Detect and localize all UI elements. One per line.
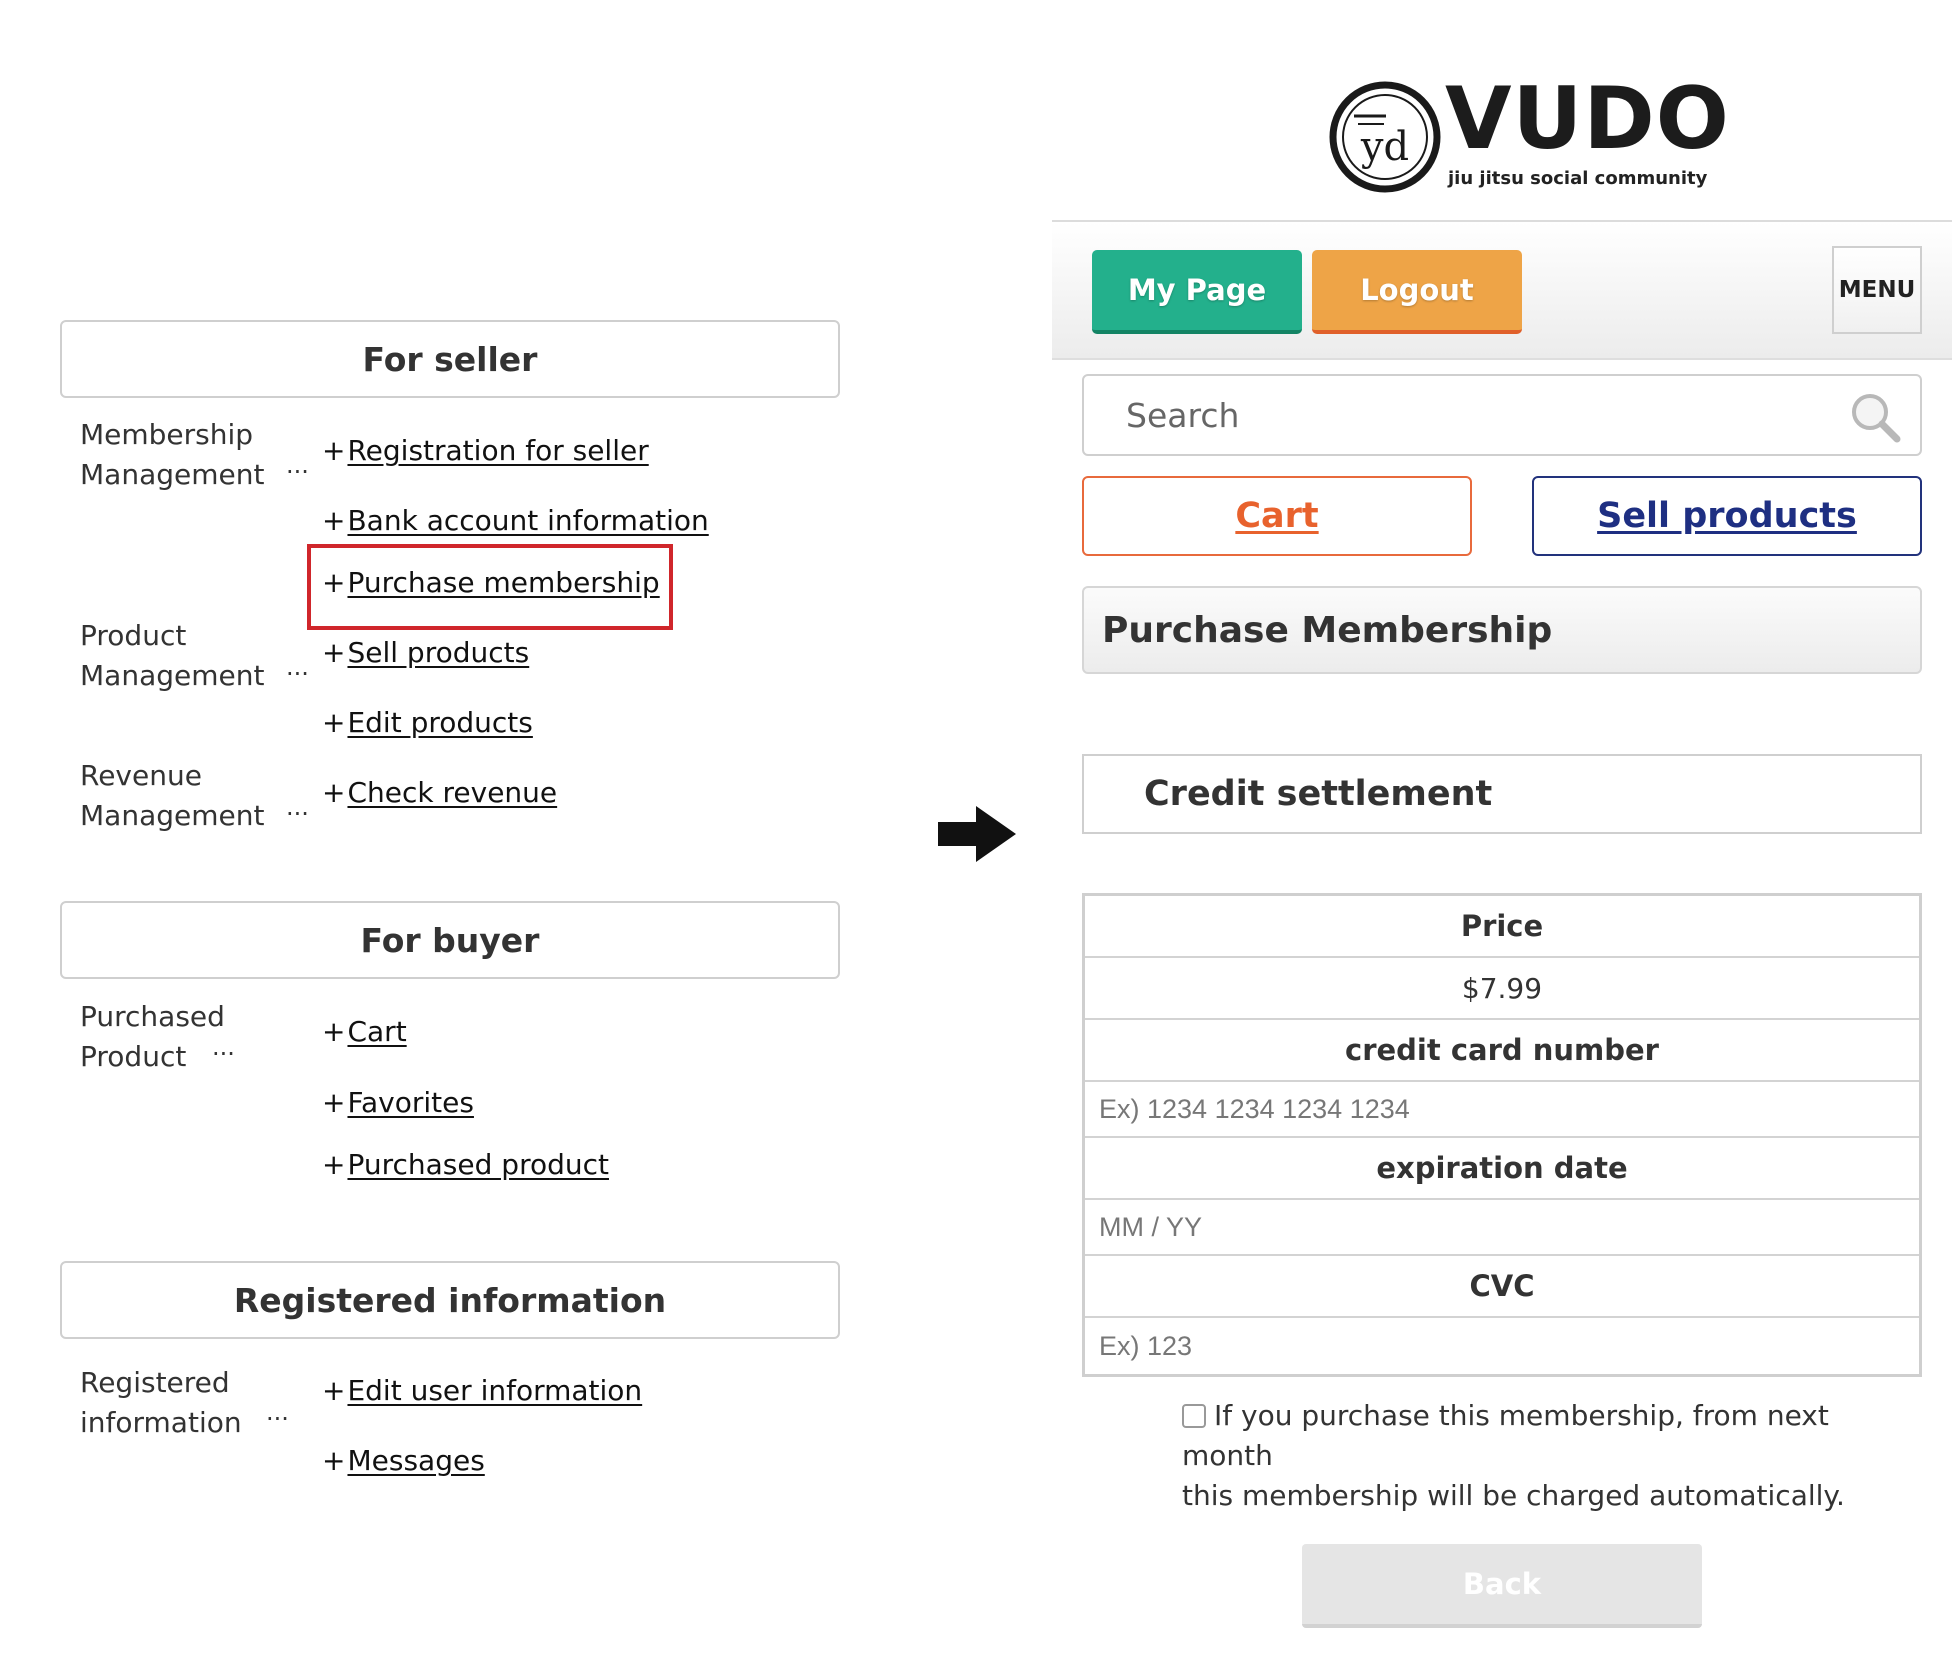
- svg-text:yd: yd: [1360, 124, 1410, 170]
- link-purchased-product[interactable]: [322, 1148, 609, 1181]
- right-arrow-icon: [938, 806, 1016, 862]
- group-label-line: information: [80, 1406, 242, 1439]
- agreement-text-line2: this membership will be charged automatically.: [1182, 1479, 1845, 1512]
- menu-button[interactable]: MENU: [1832, 246, 1922, 334]
- link-text[interactable]: Registration for seller: [347, 434, 649, 467]
- page-title: [1082, 586, 1922, 674]
- search-input[interactable]: [1124, 388, 1824, 442]
- plus-icon: +: [322, 1444, 346, 1477]
- logout-button[interactable]: Logout: [1312, 250, 1522, 334]
- link-messages[interactable]: [322, 1444, 485, 1477]
- expiration-date-input[interactable]: [1097, 1200, 1919, 1254]
- link-text[interactable]: Edit products: [347, 706, 533, 739]
- group-label-line: Membership: [80, 418, 254, 451]
- group-label-line: Management: [80, 458, 265, 491]
- link-text[interactable]: Edit user information: [347, 1374, 643, 1407]
- payment-form: [1082, 893, 1922, 1377]
- plus-icon: +: [322, 776, 346, 809]
- seller-section-header: [60, 320, 840, 398]
- group-label-line: Product: [80, 1040, 187, 1073]
- brand-name: VUDO: [1445, 69, 1730, 169]
- link-text[interactable]: Sell products: [347, 636, 530, 669]
- group-label-line: Registered: [80, 1366, 230, 1399]
- plus-icon: +: [322, 1086, 346, 1119]
- registered-information-label: [80, 1363, 242, 1443]
- group-label-line: Management: [80, 799, 265, 832]
- cvc-input[interactable]: [1097, 1318, 1919, 1374]
- auto-charge-checkbox[interactable]: [1182, 1404, 1206, 1428]
- brand-tagline: jiu jitsu social community: [1448, 168, 1708, 189]
- expiration-date-row: [1085, 1200, 1919, 1256]
- group-label-line: Product: [80, 619, 187, 652]
- agreement-text-line1: If you purchase this membership, from next month: [1182, 1399, 1829, 1472]
- link-check-revenue[interactable]: [322, 776, 557, 809]
- price-label: Price: [1085, 896, 1919, 958]
- logo-mark-icon: [1328, 80, 1442, 194]
- separator-dots: ···: [212, 1040, 235, 1068]
- separator-dots: ···: [286, 660, 309, 688]
- plus-icon: +: [322, 434, 346, 467]
- my-page-button[interactable]: My Page: [1092, 250, 1302, 334]
- separator-dots: ···: [286, 458, 309, 486]
- link-edit-user-information[interactable]: [322, 1374, 642, 1407]
- plus-icon: +: [322, 504, 346, 537]
- link-text[interactable]: Messages: [347, 1444, 485, 1477]
- link-text[interactable]: Bank account information: [347, 504, 709, 537]
- buyer-section-title: For buyer: [360, 920, 540, 960]
- magnifier-icon[interactable]: [1848, 390, 1902, 444]
- back-button[interactable]: Back: [1302, 1544, 1702, 1628]
- group-label-line: Revenue: [80, 759, 202, 792]
- link-text[interactable]: Cart: [347, 1015, 407, 1048]
- card-number-row: [1085, 1082, 1919, 1138]
- link-text[interactable]: Favorites: [347, 1086, 474, 1119]
- group-label-line: Management: [80, 659, 265, 692]
- seller-section-title: For seller: [362, 339, 538, 379]
- link-registration-for-seller[interactable]: [322, 434, 649, 467]
- search-box: [1082, 374, 1922, 456]
- credit-settlement-header: [1082, 754, 1922, 834]
- plus-icon: +: [322, 1015, 346, 1048]
- cvc-label: CVC: [1085, 1256, 1919, 1318]
- plus-icon: +: [322, 706, 346, 739]
- plus-icon: +: [322, 1374, 346, 1407]
- vudo-logo: [1328, 69, 1730, 200]
- product-management-label: [80, 616, 264, 696]
- expiration-date-label: expiration date: [1085, 1138, 1919, 1200]
- credit-settlement-title: Credit settlement: [1144, 774, 1493, 814]
- link-text[interactable]: Purchase membership: [347, 566, 660, 599]
- card-number-input[interactable]: [1097, 1082, 1919, 1136]
- registered-section-header: [60, 1261, 840, 1339]
- cart-button[interactable]: Cart: [1082, 476, 1472, 556]
- link-text[interactable]: Check revenue: [347, 776, 558, 809]
- link-bank-account-information[interactable]: [322, 504, 709, 537]
- separator-dots: ···: [286, 800, 309, 828]
- plus-icon: +: [322, 566, 346, 599]
- auto-charge-agreement: [1182, 1396, 1922, 1516]
- link-favorites[interactable]: [322, 1086, 474, 1119]
- price-value: $7.99: [1085, 958, 1919, 1020]
- link-edit-products[interactable]: [322, 706, 533, 739]
- card-number-label: credit card number: [1085, 1020, 1919, 1082]
- link-purchase-membership[interactable]: [322, 566, 660, 599]
- page-title-text: Purchase Membership: [1102, 609, 1553, 651]
- purchased-product-label: [80, 997, 225, 1077]
- plus-icon: +: [322, 1148, 346, 1181]
- revenue-management-label: [80, 756, 264, 836]
- plus-icon: +: [322, 636, 346, 669]
- buyer-section-header: [60, 901, 840, 979]
- sell-products-button[interactable]: Sell products: [1532, 476, 1922, 556]
- separator-dots: ···: [266, 1405, 289, 1433]
- group-label-line: Purchased: [80, 1000, 225, 1033]
- link-cart[interactable]: [322, 1015, 407, 1048]
- membership-management-label: [80, 415, 264, 495]
- link-sell-products[interactable]: [322, 636, 529, 669]
- registered-section-title: Registered information: [233, 1280, 667, 1320]
- link-text[interactable]: Purchased product: [347, 1148, 609, 1181]
- cvc-row: [1085, 1318, 1919, 1374]
